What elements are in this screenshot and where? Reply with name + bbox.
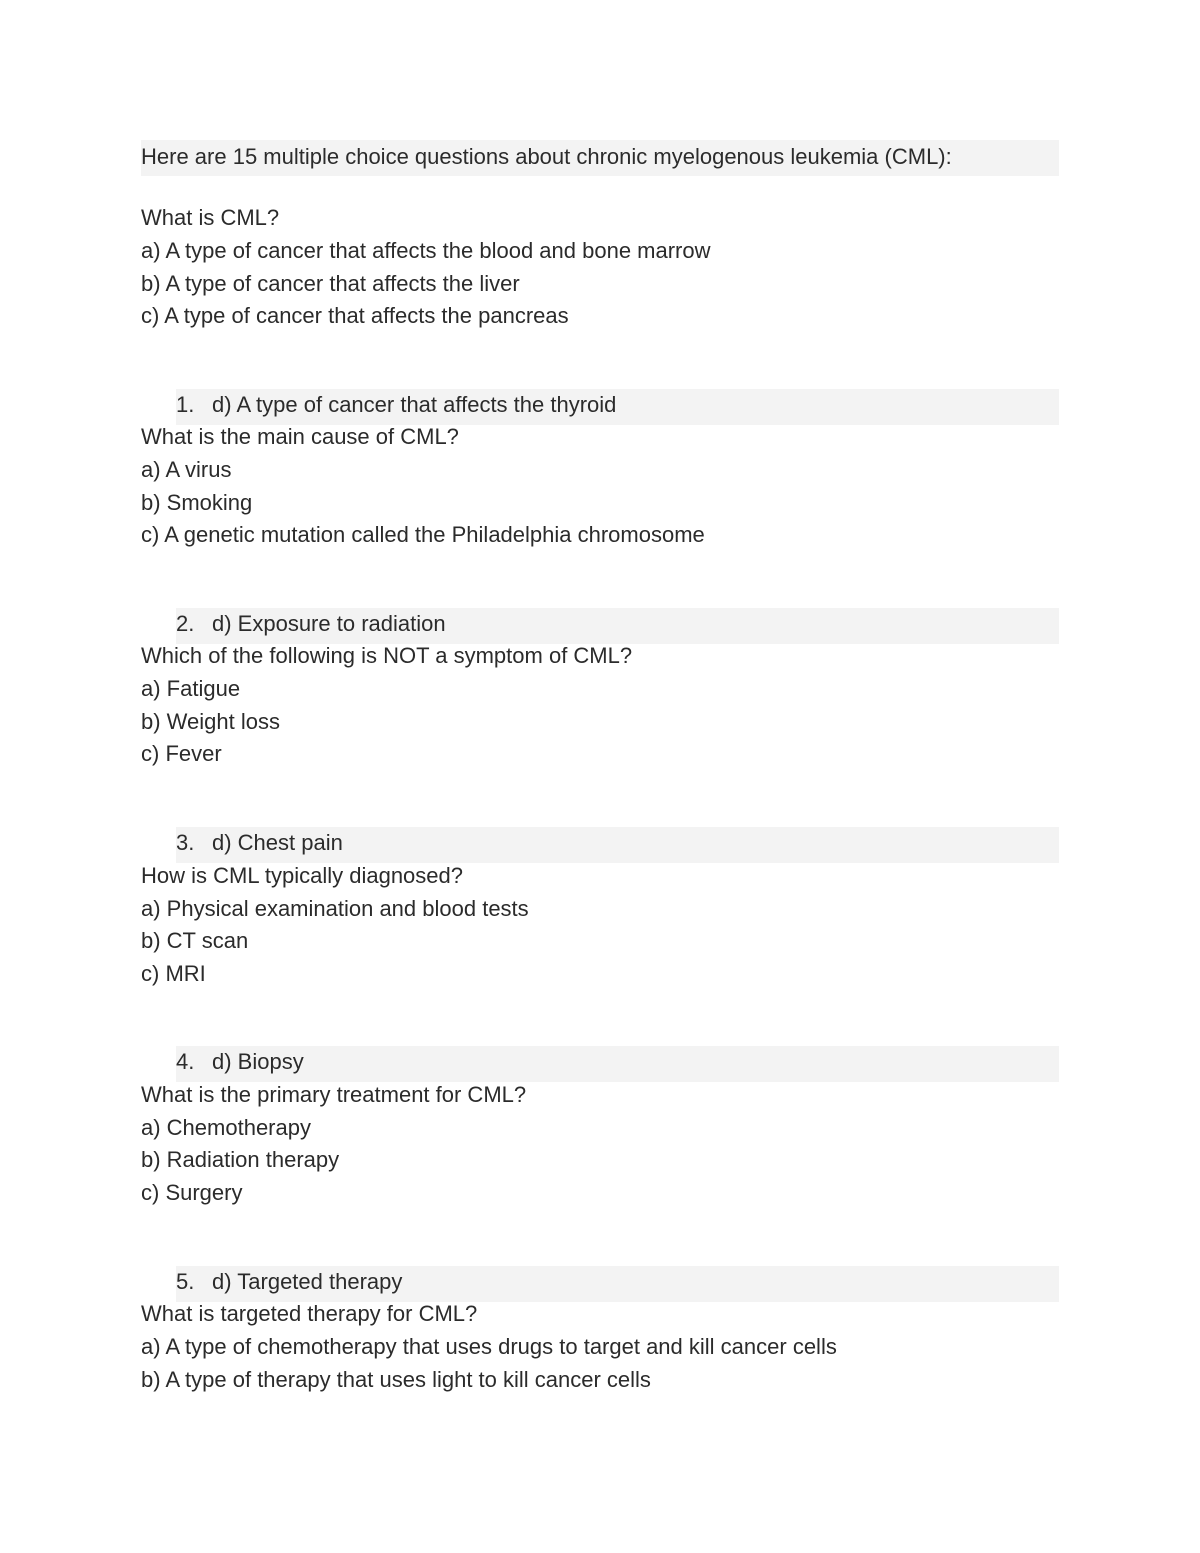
numbered-option xyxy=(176,1045,304,1078)
numbered-item-highlight xyxy=(176,1046,1059,1082)
option-text: d) Chest pain xyxy=(212,830,343,855)
option-text: c) Surgery xyxy=(141,1180,243,1205)
numbered-option xyxy=(176,388,616,421)
option-text: b) Smoking xyxy=(141,490,253,515)
option-text: a) Fatigue xyxy=(141,676,241,701)
option-text: d) Exposure to radiation xyxy=(212,611,446,636)
list-number: 4. xyxy=(176,1049,195,1074)
list-number: 5. xyxy=(176,1269,195,1294)
intro-text: Here are 15 multiple choice questions about chronic myelogenous leukemia (CML): xyxy=(141,144,952,169)
option-text: c) A type of cancer that affects the pancreas xyxy=(141,303,569,328)
question-text: What is CML? xyxy=(141,205,280,230)
question-text: What is the primary treatment for CML? xyxy=(141,1082,527,1107)
numbered-option xyxy=(176,1265,402,1298)
option-text: d) A type of cancer that affects the thyroid xyxy=(212,392,617,417)
option-text: a) A type of chemotherapy that uses drugs to target and kill cancer cells xyxy=(141,1334,837,1359)
option-text: c) MRI xyxy=(141,961,206,986)
option-text: b) CT scan xyxy=(141,928,249,953)
list-number: 2. xyxy=(176,611,195,636)
option-text: c) A genetic mutation called the Philadelphia chromosome xyxy=(141,522,705,547)
question-text: Which of the following is NOT a symptom of CML? xyxy=(141,643,633,668)
list-number: 3. xyxy=(176,830,195,855)
question-text: How is CML typically diagnosed? xyxy=(141,863,463,888)
option-text: a) A type of cancer that affects the blood and bone marrow xyxy=(141,238,711,263)
option-text: d) Biopsy xyxy=(212,1049,304,1074)
question-text: What is the main cause of CML? xyxy=(141,424,459,449)
option-text: b) Weight loss xyxy=(141,709,280,734)
option-text: a) Chemotherapy xyxy=(141,1115,311,1140)
option-text: a) Physical examination and blood tests xyxy=(141,896,529,921)
list-number: 1. xyxy=(176,392,195,417)
option-text: b) A type of therapy that uses light to kill cancer cells xyxy=(141,1367,651,1392)
option-text: b) Radiation therapy xyxy=(141,1147,340,1172)
numbered-option xyxy=(176,607,446,640)
option-text: a) A virus xyxy=(141,457,232,482)
option-text: b) A type of cancer that affects the liver xyxy=(141,271,520,296)
option-text: d) Targeted therapy xyxy=(212,1269,403,1294)
numbered-option xyxy=(176,826,343,859)
option-text: c) Fever xyxy=(141,741,222,766)
question-text: What is targeted therapy for CML? xyxy=(141,1301,478,1326)
